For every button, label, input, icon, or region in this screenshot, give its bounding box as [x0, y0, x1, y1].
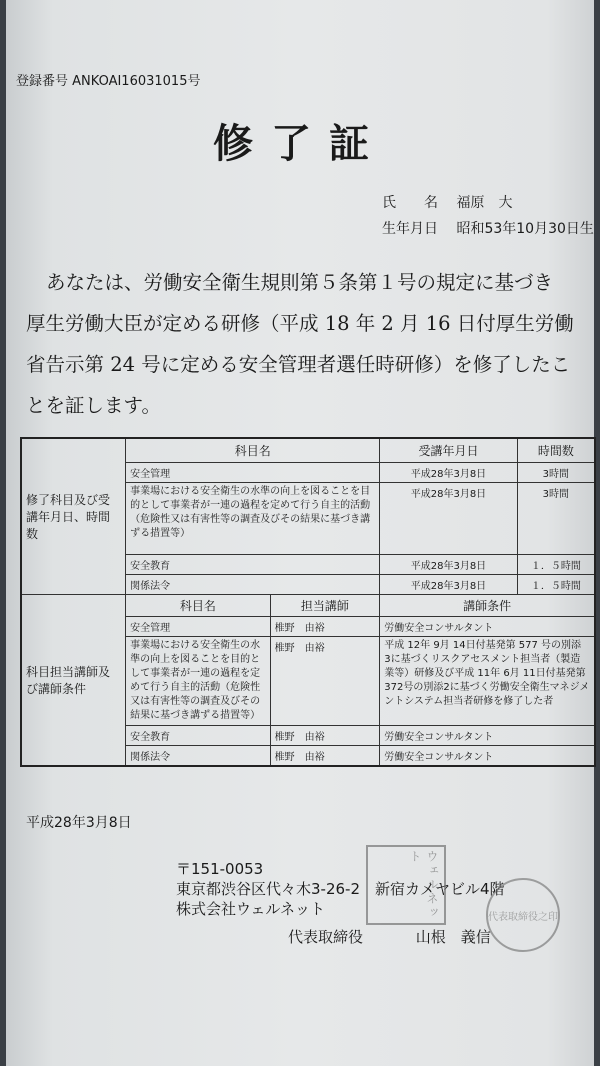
course-table — [20, 437, 596, 767]
cell-subject: 事業場における安全衛生の水準の向上を図ることを目的として事業者が一連の過程を定めて行う自主的活動（危険性又は有害性等の調査及びその結果に基づき講ずる措置等） — [126, 482, 380, 554]
recipient-name: 福原 大 — [456, 195, 513, 211]
issuer-address: 東京都渋谷区代々木3-26-2 新宿カメヤビル4階 — [176, 880, 505, 898]
certificate-paper — [6, 0, 594, 1066]
recipient-name-row — [382, 192, 512, 212]
cell-hours: 3時間 — [517, 462, 595, 482]
cell-subject: 安全管理 — [126, 462, 380, 482]
cell-subject: 関係法令 — [126, 574, 380, 594]
section-label-courses: 修了科目及び受講年月日、時間数 — [21, 438, 126, 594]
cell-qualification: 労働安全コンサルタント — [380, 725, 595, 745]
cell-instructor: 椎野 由裕 — [270, 725, 380, 745]
col-header-subject: 科目名 — [126, 438, 380, 462]
cell-date: 平成28年3月8日 — [380, 574, 517, 594]
cell-hours: 3時間 — [517, 482, 595, 554]
registration-number: 登録番号 ANKOAI16031015号 — [16, 74, 201, 89]
dob-label: 生年月日 — [382, 221, 438, 237]
issuer-representative — [288, 926, 491, 947]
col-header-qualification: 講師条件 — [380, 594, 595, 616]
col-header-date: 受講年月日 — [380, 438, 517, 462]
recipient-dob: 昭和53年10月30日生 — [456, 221, 594, 237]
certificate-statement — [26, 262, 586, 426]
statement-line: あなたは、労働安全衛生規則第５条第１号の規定に基づき — [46, 271, 554, 294]
cell-subject: 安全管理 — [126, 616, 270, 636]
name-label: 氏 名 — [382, 195, 438, 211]
issue-date: 平成28年3月8日 — [26, 815, 132, 831]
cell-instructor: 椎野 由裕 — [270, 636, 380, 725]
cell-qualification: 労働安全コンサルタント — [380, 745, 595, 766]
cell-date: 平成28年3月8日 — [380, 554, 517, 574]
col-header-instructor: 担当講師 — [270, 594, 380, 616]
certificate-title: 修了証 — [213, 120, 387, 167]
cell-instructor: 椎野 由裕 — [270, 745, 380, 766]
recipient-dob-row — [382, 218, 594, 238]
cell-hours: １．５時間 — [517, 574, 595, 594]
col-header-subject: 科目名 — [126, 594, 270, 616]
statement-line: とを証します。 — [26, 394, 161, 417]
statement-line: 省告示第 24 号に定める安全管理者選任時研修）を修了したこ — [26, 353, 571, 376]
issuer-company: 株式会社ウェルネット — [176, 900, 325, 918]
representative-seal: 代表取締役之印 — [486, 878, 560, 952]
col-header-hours: 時間数 — [517, 438, 595, 462]
cell-subject: 安全教育 — [126, 725, 270, 745]
company-seal: ウェルネット — [366, 845, 446, 925]
issuer-postal: 〒151-0053 — [176, 860, 264, 878]
section-label-instructors: 科目担当講師及び講師条件 — [21, 594, 126, 766]
cell-subject: 安全教育 — [126, 554, 380, 574]
rep-name: 山根 義信 — [415, 928, 491, 946]
cell-subject: 事業場における安全衛生の水準の向上を図ることを目的として事業者が一連の過程を定めて行う自主的活動（危険性又は有害性等の調査及びその結果に基づき講ずる措置等） — [126, 636, 270, 725]
rep-title: 代表取締役 — [288, 928, 364, 946]
cell-date: 平成28年3月8日 — [380, 482, 517, 554]
cell-qualification: 平成 12年 9月 14日付基発第 577 号の別添 3に基づくリスクアセスメント担当者（製造業等）研修及び平成 11年 6月 11日付基発第 372号の別添2に基づく労働安全衛生マネジメントシステム担当者研修を修了した者 — [380, 636, 595, 725]
cell-qualification: 労働安全コンサルタント — [380, 616, 595, 636]
statement-line: 厚生労働大臣が定める研修（平成 18 年 2 月 16 日付厚生労働 — [26, 312, 574, 335]
cell-instructor: 椎野 由裕 — [270, 616, 380, 636]
cell-subject: 関係法令 — [126, 745, 270, 766]
cell-hours: １．５時間 — [517, 554, 595, 574]
cell-date: 平成28年3月8日 — [380, 462, 517, 482]
